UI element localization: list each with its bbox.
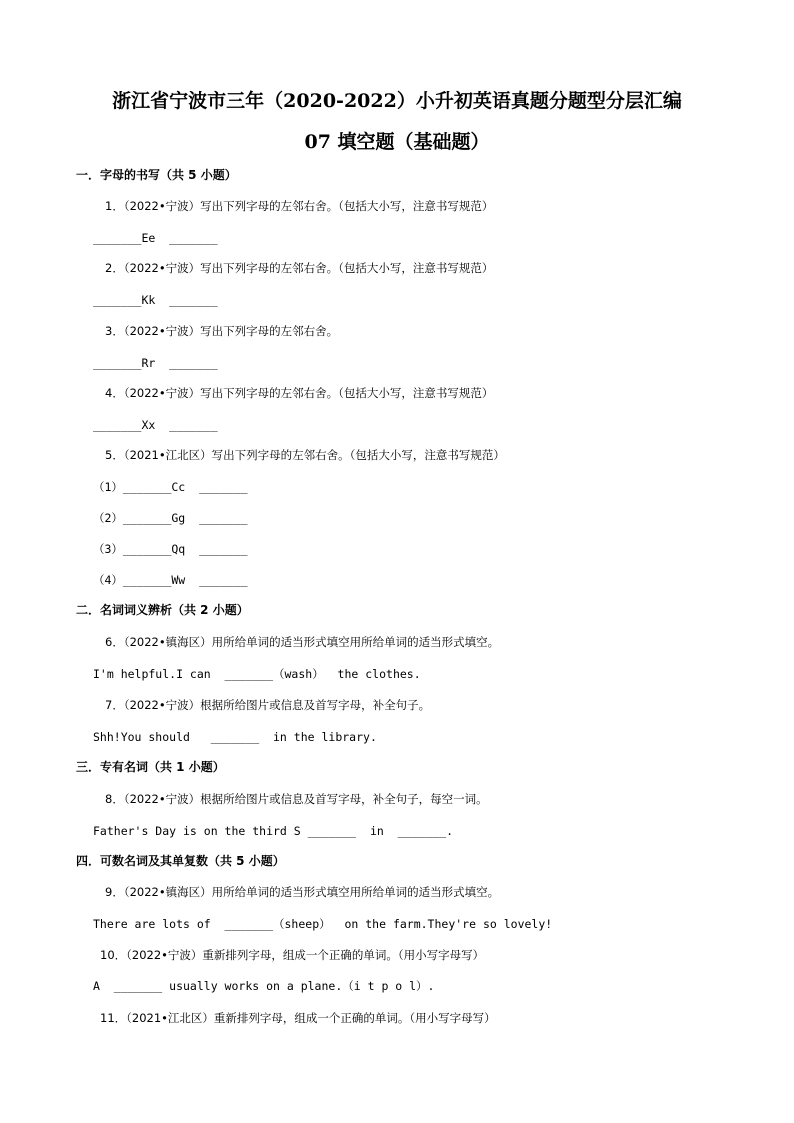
question-text: 4．（2022•宁波）写出下列字母的左邻右舍。（包括大小写，注意书写规范）	[105, 386, 494, 400]
question-text: 8．（2022•宁波）根据所给图片或信息及首写字母，补全句子，每空一词。	[105, 792, 488, 806]
answer-line: There are lots of _______（sheep） on the farm.They're so lovely!	[93, 917, 553, 931]
answer-line: _______Rr _______	[93, 356, 218, 370]
question-text: 7．（2022•宁波）根据所给图片或信息及首写字母，补全句子。	[105, 698, 431, 712]
question-text: 2．（2022•宁波）写出下列字母的左邻右舍。（包括大小写，注意书写规范）	[105, 261, 494, 275]
question-text: 1．（2022•宁波）写出下列字母的左邻右舍。（包括大小写，注意书写规范）	[105, 199, 494, 213]
answer-line: （4）_______Ww _______	[93, 573, 248, 587]
answer-line: _______Xx _______	[93, 418, 218, 432]
document-title: 浙江省宁波市三年（2020-2022）小升初英语真题分题型分层汇编	[112, 90, 682, 112]
section-heading: 四．可数名词及其单复数（共 5 小题）	[76, 854, 285, 868]
question-text: 10．（2022•宁波）重新排列字母，组成一个正确的单词。（用小写字母写）	[100, 948, 485, 962]
answer-line: （3）_______Qq _______	[93, 542, 248, 556]
answer-line: Father's Day is on the third S _______ in _______.	[93, 824, 454, 838]
document-subtitle: 07 填空题（基础题）	[304, 131, 490, 153]
question-text: 11．（2021•江北区）重新排列字母，组成一个正确的单词。（用小写字母写）	[100, 1011, 496, 1025]
answer-line: _______Kk _______	[93, 293, 218, 307]
answer-line: I'm helpful.I can _______（wash） the clothes.	[93, 667, 421, 681]
answer-line: （2）_______Gg _______	[93, 511, 248, 525]
section-heading: 三．专有名词（共 1 小题）	[76, 760, 225, 774]
section-heading: 一．字母的书写（共 5 小题）	[76, 168, 237, 182]
answer-line: A _______ usually works on a plane.（i t p o l）.	[93, 979, 435, 993]
question-text: 9．（2022•镇海区）用所给单词的适当形式填空用所给单词的适当形式填空。	[105, 885, 500, 899]
question-text: 3．（2022•宁波）写出下列字母的左邻右舍。	[105, 324, 339, 338]
question-text: 5．（2021•江北区）写出下列字母的左邻右舍。（包括大小写，注意书写规范）	[105, 448, 505, 462]
answer-line: Shh!You should _______ in the library.	[93, 730, 377, 744]
answer-line: _______Ee _______	[93, 231, 218, 245]
section-heading: 二．名词词义辨析（共 2 小题）	[76, 603, 249, 617]
answer-line: （1）_______Cc _______	[93, 480, 248, 494]
question-text: 6．（2022•镇海区）用所给单词的适当形式填空用所给单词的适当形式填空。	[105, 635, 500, 649]
